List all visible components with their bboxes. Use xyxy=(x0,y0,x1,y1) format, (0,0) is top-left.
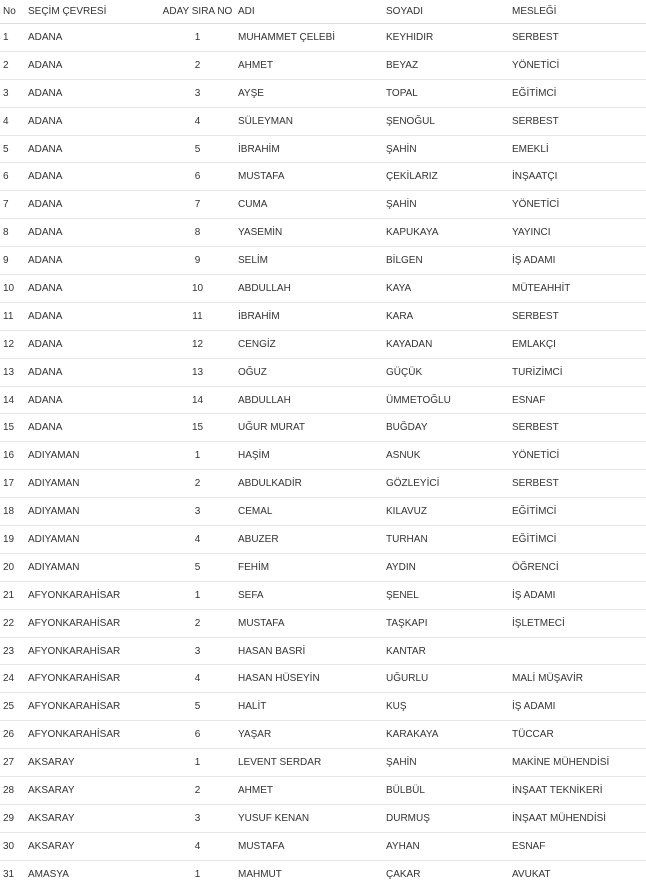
cell-soyadi: DURMUŞ xyxy=(383,804,509,832)
cell-no: 24 xyxy=(0,665,25,693)
cell-soyadi: KEYHIDIR xyxy=(383,24,509,52)
cell-meslegi: EMLAKÇI xyxy=(509,330,646,358)
cell-soyadi: BİLGEN xyxy=(383,247,509,275)
cell-no: 6 xyxy=(0,163,25,191)
cell-meslegi: İŞ ADAMI xyxy=(509,693,646,721)
cell-soyadi: GÜÇÜK xyxy=(383,358,509,386)
cell-secim-cevresi: AKSARAY xyxy=(25,777,160,805)
table-row xyxy=(0,275,646,303)
cell-no: 29 xyxy=(0,804,25,832)
cell-aday-sira-no: 4 xyxy=(160,665,235,693)
cell-adi: SEFA xyxy=(235,581,383,609)
cell-meslegi: EĞİTİMCİ xyxy=(509,79,646,107)
cell-meslegi: ÖĞRENCİ xyxy=(509,553,646,581)
cell-aday-sira-no: 12 xyxy=(160,330,235,358)
cell-no: 9 xyxy=(0,247,25,275)
cell-no: 22 xyxy=(0,609,25,637)
cell-secim-cevresi: ADANA xyxy=(25,191,160,219)
table-row xyxy=(0,693,646,721)
cell-meslegi: MÜTEAHHİT xyxy=(509,275,646,303)
table-row xyxy=(0,637,646,665)
cell-meslegi: EMEKLİ xyxy=(509,135,646,163)
cell-aday-sira-no: 1 xyxy=(160,749,235,777)
cell-aday-sira-no: 3 xyxy=(160,637,235,665)
cell-no: 19 xyxy=(0,526,25,554)
header-soyadi: SOYADI xyxy=(383,0,509,24)
table-row xyxy=(0,247,646,275)
table-row xyxy=(0,749,646,777)
cell-meslegi: İŞLETMECİ xyxy=(509,609,646,637)
table-row xyxy=(0,832,646,860)
cell-aday-sira-no: 4 xyxy=(160,832,235,860)
cell-secim-cevresi: ADANA xyxy=(25,24,160,52)
cell-no: 4 xyxy=(0,107,25,135)
cell-aday-sira-no: 3 xyxy=(160,79,235,107)
header-no: No xyxy=(0,0,25,24)
cell-adi: AHMET xyxy=(235,51,383,79)
cell-aday-sira-no: 8 xyxy=(160,219,235,247)
table-row xyxy=(0,330,646,358)
table-row xyxy=(0,135,646,163)
table-row xyxy=(0,442,646,470)
cell-soyadi: KANTAR xyxy=(383,637,509,665)
table-row xyxy=(0,51,646,79)
cell-soyadi: ASNUK xyxy=(383,442,509,470)
cell-aday-sira-no: 2 xyxy=(160,777,235,805)
cell-secim-cevresi: AFYONKARAHİSAR xyxy=(25,609,160,637)
cell-aday-sira-no: 5 xyxy=(160,693,235,721)
cell-aday-sira-no: 2 xyxy=(160,609,235,637)
cell-aday-sira-no: 3 xyxy=(160,804,235,832)
table-row xyxy=(0,302,646,330)
table-row xyxy=(0,553,646,581)
cell-aday-sira-no: 7 xyxy=(160,191,235,219)
cell-soyadi: BÜLBÜL xyxy=(383,777,509,805)
cell-adi: YASEMİN xyxy=(235,219,383,247)
cell-adi: MUSTAFA xyxy=(235,832,383,860)
cell-aday-sira-no: 1 xyxy=(160,442,235,470)
cell-soyadi: KARAKAYA xyxy=(383,721,509,749)
cell-adi: YUSUF KENAN xyxy=(235,804,383,832)
cell-adi: ABDULLAH xyxy=(235,275,383,303)
cell-adi: AHMET xyxy=(235,777,383,805)
cell-soyadi: UĞURLU xyxy=(383,665,509,693)
cell-adi: HAŞİM xyxy=(235,442,383,470)
header-secim-cevresi: SEÇİM ÇEVRESİ xyxy=(25,0,160,24)
cell-meslegi: EĞİTİMCİ xyxy=(509,498,646,526)
cell-no: 13 xyxy=(0,358,25,386)
table-row xyxy=(0,526,646,554)
cell-adi: CUMA xyxy=(235,191,383,219)
cell-no: 8 xyxy=(0,219,25,247)
cell-soyadi: ÇAKAR xyxy=(383,860,509,887)
cell-adi: İBRAHİM xyxy=(235,302,383,330)
cell-adi: FEHİM xyxy=(235,553,383,581)
cell-adi: MUSTAFA xyxy=(235,163,383,191)
cell-meslegi: YAYINCI xyxy=(509,219,646,247)
cell-adi: ABDULLAH xyxy=(235,386,383,414)
cell-soyadi: TAŞKAPI xyxy=(383,609,509,637)
cell-no: 28 xyxy=(0,777,25,805)
cell-secim-cevresi: AKSARAY xyxy=(25,749,160,777)
cell-secim-cevresi: AFYONKARAHİSAR xyxy=(25,581,160,609)
cell-meslegi: SERBEST xyxy=(509,414,646,442)
cell-adi: UĞUR MURAT xyxy=(235,414,383,442)
cell-adi: CEMAL xyxy=(235,498,383,526)
cell-adi: SELİM xyxy=(235,247,383,275)
cell-soyadi: KAYADAN xyxy=(383,330,509,358)
cell-secim-cevresi: AFYONKARAHİSAR xyxy=(25,721,160,749)
cell-secim-cevresi: AFYONKARAHİSAR xyxy=(25,693,160,721)
cell-meslegi: İNŞAAT MÜHENDİSİ xyxy=(509,804,646,832)
cell-secim-cevresi: ADANA xyxy=(25,135,160,163)
cell-no: 3 xyxy=(0,79,25,107)
cell-meslegi: SERBEST xyxy=(509,24,646,52)
cell-aday-sira-no: 13 xyxy=(160,358,235,386)
cell-aday-sira-no: 1 xyxy=(160,581,235,609)
cell-soyadi: BEYAZ xyxy=(383,51,509,79)
table-row xyxy=(0,219,646,247)
cell-secim-cevresi: ADIYAMAN xyxy=(25,470,160,498)
cell-secim-cevresi: ADANA xyxy=(25,219,160,247)
cell-meslegi: SERBEST xyxy=(509,470,646,498)
cell-soyadi: ŞENOĞUL xyxy=(383,107,509,135)
cell-secim-cevresi: AKSARAY xyxy=(25,804,160,832)
cell-adi: OĞUZ xyxy=(235,358,383,386)
cell-meslegi: AVUKAT xyxy=(509,860,646,887)
cell-adi: HASAN BASRİ xyxy=(235,637,383,665)
cell-no: 17 xyxy=(0,470,25,498)
header-meslegi: MESLEĞİ xyxy=(509,0,646,24)
cell-aday-sira-no: 5 xyxy=(160,135,235,163)
table-row xyxy=(0,163,646,191)
cell-secim-cevresi: ADANA xyxy=(25,275,160,303)
cell-aday-sira-no: 6 xyxy=(160,163,235,191)
cell-adi: HASAN HÜSEYİN xyxy=(235,665,383,693)
cell-soyadi: KUŞ xyxy=(383,693,509,721)
cell-secim-cevresi: ADANA xyxy=(25,163,160,191)
cell-aday-sira-no: 4 xyxy=(160,107,235,135)
cell-no: 26 xyxy=(0,721,25,749)
table-header xyxy=(0,0,646,24)
cell-aday-sira-no: 1 xyxy=(160,24,235,52)
cell-soyadi: ŞENEL xyxy=(383,581,509,609)
cell-secim-cevresi: AMASYA xyxy=(25,860,160,887)
header-aday-sira-no: ADAY SIRA NO xyxy=(160,0,235,24)
cell-secim-cevresi: ADANA xyxy=(25,247,160,275)
cell-aday-sira-no: 5 xyxy=(160,553,235,581)
cell-secim-cevresi: ADIYAMAN xyxy=(25,526,160,554)
cell-no: 15 xyxy=(0,414,25,442)
cell-no: 10 xyxy=(0,275,25,303)
cell-aday-sira-no: 6 xyxy=(160,721,235,749)
cell-meslegi: TÜCCAR xyxy=(509,721,646,749)
cell-aday-sira-no: 3 xyxy=(160,498,235,526)
table-row xyxy=(0,107,646,135)
cell-soyadi: ŞAHİN xyxy=(383,135,509,163)
cell-secim-cevresi: AFYONKARAHİSAR xyxy=(25,637,160,665)
cell-adi: İBRAHİM xyxy=(235,135,383,163)
cell-no: 1 xyxy=(0,24,25,52)
cell-meslegi: İŞ ADAMI xyxy=(509,581,646,609)
cell-meslegi: ESNAF xyxy=(509,386,646,414)
cell-aday-sira-no: 10 xyxy=(160,275,235,303)
cell-adi: SÜLEYMAN xyxy=(235,107,383,135)
cell-soyadi: KARA xyxy=(383,302,509,330)
table-row xyxy=(0,804,646,832)
cell-no: 14 xyxy=(0,386,25,414)
cell-adi: AYŞE xyxy=(235,79,383,107)
cell-soyadi: KAYA xyxy=(383,275,509,303)
table-row xyxy=(0,470,646,498)
cell-soyadi: KAPUKAYA xyxy=(383,219,509,247)
table-row xyxy=(0,498,646,526)
cell-no: 2 xyxy=(0,51,25,79)
table-body xyxy=(0,24,646,888)
cell-secim-cevresi: ADANA xyxy=(25,358,160,386)
cell-soyadi: ÜMMETOĞLU xyxy=(383,386,509,414)
table-row xyxy=(0,721,646,749)
table-row xyxy=(0,358,646,386)
cell-no: 12 xyxy=(0,330,25,358)
cell-secim-cevresi: AFYONKARAHİSAR xyxy=(25,665,160,693)
cell-meslegi xyxy=(509,637,646,665)
cell-meslegi: MALİ MÜŞAVİR xyxy=(509,665,646,693)
cell-soyadi: TOPAL xyxy=(383,79,509,107)
cell-adi: ABUZER xyxy=(235,526,383,554)
cell-secim-cevresi: ADANA xyxy=(25,414,160,442)
cell-soyadi: KILAVUZ xyxy=(383,498,509,526)
cell-no: 5 xyxy=(0,135,25,163)
cell-soyadi: GÖZLEYİCİ xyxy=(383,470,509,498)
cell-aday-sira-no: 15 xyxy=(160,414,235,442)
cell-no: 27 xyxy=(0,749,25,777)
table-row xyxy=(0,386,646,414)
table-row xyxy=(0,581,646,609)
cell-soyadi: AYHAN xyxy=(383,832,509,860)
cell-adi: CENGİZ xyxy=(235,330,383,358)
cell-meslegi: TURİZİMCİ xyxy=(509,358,646,386)
table-row xyxy=(0,414,646,442)
cell-adi: MUSTAFA xyxy=(235,609,383,637)
cell-secim-cevresi: ADANA xyxy=(25,330,160,358)
table-row xyxy=(0,777,646,805)
header-adi: ADI xyxy=(235,0,383,24)
cell-no: 18 xyxy=(0,498,25,526)
table-row xyxy=(0,24,646,52)
cell-no: 30 xyxy=(0,832,25,860)
cell-secim-cevresi: ADANA xyxy=(25,302,160,330)
cell-aday-sira-no: 9 xyxy=(160,247,235,275)
table-row xyxy=(0,860,646,887)
cell-aday-sira-no: 2 xyxy=(160,470,235,498)
cell-adi: ABDULKADİR xyxy=(235,470,383,498)
cell-aday-sira-no: 11 xyxy=(160,302,235,330)
cell-aday-sira-no: 2 xyxy=(160,51,235,79)
cell-secim-cevresi: AKSARAY xyxy=(25,832,160,860)
cell-aday-sira-no: 4 xyxy=(160,526,235,554)
cell-adi: MAHMUT xyxy=(235,860,383,887)
table-row xyxy=(0,79,646,107)
cell-secim-cevresi: ADANA xyxy=(25,79,160,107)
cell-soyadi: TURHAN xyxy=(383,526,509,554)
cell-adi: YAŞAR xyxy=(235,721,383,749)
table-row xyxy=(0,609,646,637)
cell-no: 23 xyxy=(0,637,25,665)
cell-soyadi: ŞAHİN xyxy=(383,749,509,777)
cell-meslegi: MAKİNE MÜHENDİSİ xyxy=(509,749,646,777)
cell-secim-cevresi: ADANA xyxy=(25,386,160,414)
cell-meslegi: SERBEST xyxy=(509,302,646,330)
cell-soyadi: ŞAHİN xyxy=(383,191,509,219)
table-row xyxy=(0,191,646,219)
cell-secim-cevresi: ADANA xyxy=(25,51,160,79)
cell-secim-cevresi: ADIYAMAN xyxy=(25,553,160,581)
cell-soyadi: AYDIN xyxy=(383,553,509,581)
cell-soyadi: BUĞDAY xyxy=(383,414,509,442)
cell-adi: HALİT xyxy=(235,693,383,721)
cell-no: 20 xyxy=(0,553,25,581)
cell-meslegi: SERBEST xyxy=(509,107,646,135)
cell-soyadi: ÇEKİLARIZ xyxy=(383,163,509,191)
cell-secim-cevresi: ADIYAMAN xyxy=(25,442,160,470)
cell-no: 31 xyxy=(0,860,25,887)
cell-no: 21 xyxy=(0,581,25,609)
cell-adi: LEVENT SERDAR xyxy=(235,749,383,777)
cell-meslegi: YÖNETİCİ xyxy=(509,191,646,219)
cell-aday-sira-no: 14 xyxy=(160,386,235,414)
cell-no: 25 xyxy=(0,693,25,721)
table-row xyxy=(0,665,646,693)
cell-meslegi: YÖNETİCİ xyxy=(509,442,646,470)
cell-secim-cevresi: ADIYAMAN xyxy=(25,498,160,526)
cell-no: 16 xyxy=(0,442,25,470)
cell-meslegi: EĞİTİMCİ xyxy=(509,526,646,554)
cell-meslegi: İŞ ADAMI xyxy=(509,247,646,275)
cell-meslegi: ESNAF xyxy=(509,832,646,860)
cell-no: 11 xyxy=(0,302,25,330)
cell-adi: MUHAMMET ÇELEBİ xyxy=(235,24,383,52)
header-row xyxy=(0,0,646,24)
cell-no: 7 xyxy=(0,191,25,219)
cell-secim-cevresi: ADANA xyxy=(25,107,160,135)
cell-meslegi: İNŞAAT TEKNİKERİ xyxy=(509,777,646,805)
cell-meslegi: İNŞAATÇI xyxy=(509,163,646,191)
cell-meslegi: YÖNETİCİ xyxy=(509,51,646,79)
cell-aday-sira-no: 1 xyxy=(160,860,235,887)
